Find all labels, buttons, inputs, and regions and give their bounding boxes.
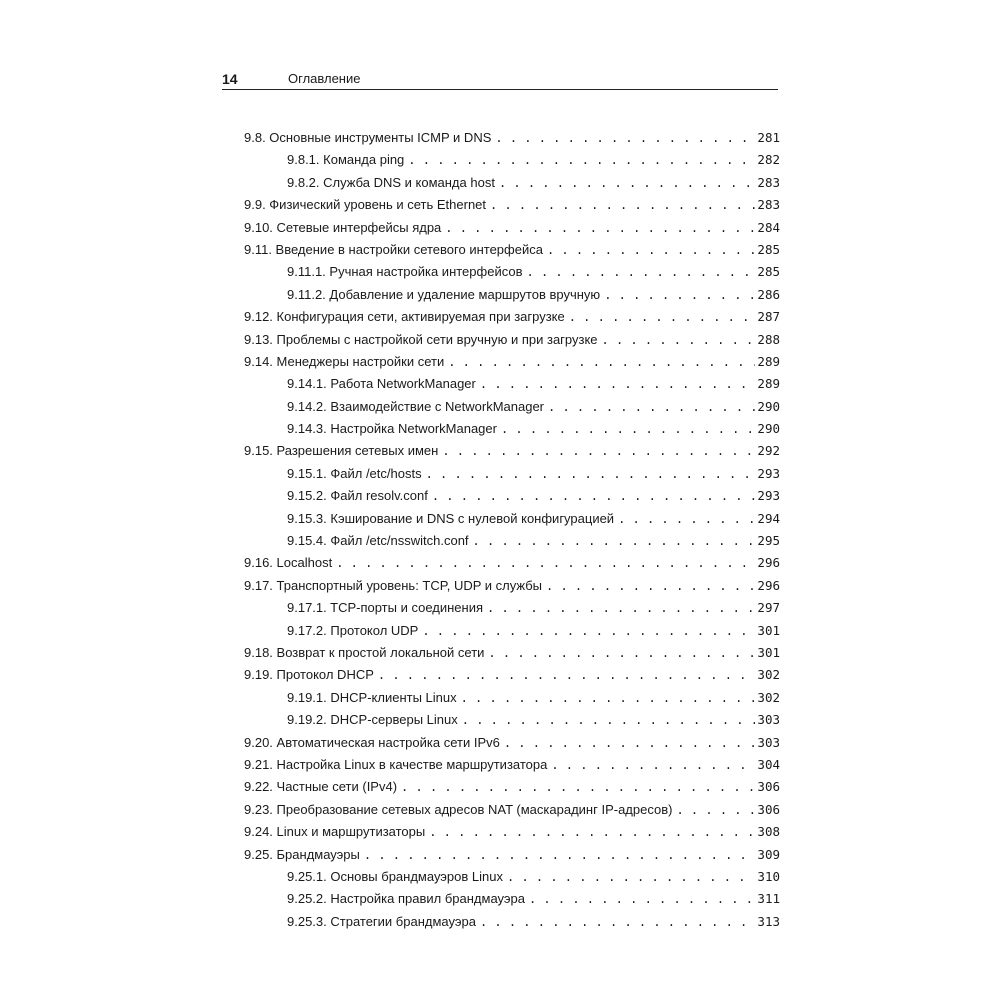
entry-page-number: 284	[757, 219, 780, 235]
entry-title: 9.17.1. TCP-порты и соединения	[287, 600, 484, 616]
dot-leader	[551, 754, 755, 776]
toc-entry	[244, 351, 780, 373]
dot-leader	[529, 888, 755, 910]
toc-subentry	[244, 418, 780, 440]
entry-page-number: 301	[757, 622, 780, 638]
toc-subentry	[244, 911, 780, 933]
toc-entry	[244, 440, 780, 462]
toc-entry	[244, 799, 780, 821]
dot-leader	[461, 687, 756, 709]
entry-title: 9.25.2. Настройка правил брандмауэра	[287, 891, 525, 907]
toc-subentry	[244, 261, 780, 283]
toc-entry	[244, 732, 780, 754]
entry-title: 9.15.4. Файл /etc/nsswitch.conf	[287, 533, 469, 549]
dot-leader	[429, 821, 755, 843]
dot-leader	[432, 485, 756, 507]
entry-title: 9.8. Основные инструменты ICMP и DNS	[244, 130, 492, 145]
entry-page-number: 283	[757, 174, 780, 190]
entry-page-number: 311	[757, 891, 780, 907]
entry-page-number: 302	[757, 689, 780, 705]
entry-title: 9.16. Localhost	[244, 555, 333, 571]
entry-title: 9.15.2. Файл resolv.conf	[287, 488, 428, 504]
entry-title: 9.20. Автоматическая настройка сети IPv6	[244, 734, 500, 750]
entry-title: 9.19. Протокол DHCP	[244, 667, 374, 683]
entry-title: 9.13. Проблемы с настройкой сети вручную и при загрузке	[244, 331, 598, 347]
entry-title: 9.9. Физический уровень и сеть Ethernet	[244, 197, 487, 213]
toc-subentry	[244, 709, 780, 731]
entry-page-number: 310	[757, 868, 780, 884]
dot-leader	[499, 172, 755, 194]
entry-page-number: 301	[757, 644, 780, 660]
dot-leader	[378, 664, 756, 686]
entry-page-number: 303	[757, 734, 780, 750]
entry-page-number: 313	[757, 913, 780, 929]
dot-leader	[507, 866, 755, 888]
dot-leader	[546, 575, 755, 597]
entry-title: 9.11. Введение в настройки сетевого интерфейса	[244, 241, 543, 257]
entry-page-number: 297	[757, 600, 780, 616]
toc-entry	[244, 552, 780, 574]
page-header	[222, 71, 778, 90]
dot-leader	[490, 194, 755, 216]
entry-title: 9.15. Разрешения сетевых имен	[244, 443, 439, 459]
toc-subentry	[244, 373, 780, 395]
toc-subentry	[244, 284, 780, 306]
toc-subentry	[244, 172, 780, 194]
entry-page-number: 283	[757, 197, 780, 213]
entry-title: 9.25.3. Стратегии брандмауэра	[287, 913, 476, 929]
entry-title: 9.8.2. Служба DNS и команда host	[287, 174, 495, 190]
entry-title: 9.24. Linux и маршрутизаторы	[244, 824, 426, 840]
toc-entry	[244, 239, 780, 261]
entry-page-number: 285	[757, 264, 780, 280]
dot-leader	[618, 508, 755, 530]
dot-leader	[527, 261, 756, 283]
toc-subentry	[244, 508, 780, 530]
entry-page-number: 289	[757, 376, 780, 392]
entry-page-number: 294	[757, 510, 780, 526]
toc-entry	[244, 642, 780, 664]
entry-page-number: 308	[757, 824, 780, 840]
toc-subentry	[244, 463, 780, 485]
entry-title: 9.14.1. Работа NetworkManager	[287, 376, 476, 392]
dot-leader	[445, 217, 755, 239]
entry-title: 9.25. Брандмауэры	[244, 846, 360, 862]
page-number: 14	[222, 71, 238, 87]
dot-leader	[336, 552, 755, 574]
entry-title: 9.17.2. Протокол UDP	[287, 622, 419, 638]
toc-subentry	[244, 485, 780, 507]
toc-entry	[244, 776, 780, 798]
entry-title: 9.8.1. Команда ping	[287, 152, 405, 168]
entry-title: 9.11.1. Ручная настройка интерфейсов	[287, 264, 523, 280]
entry-page-number: 286	[757, 286, 780, 302]
toc-subentry	[244, 888, 780, 910]
dot-leader	[448, 351, 755, 373]
entry-title: 9.18. Возврат к простой локальной сети	[244, 644, 485, 660]
entry-page-number: 282	[757, 152, 780, 168]
dot-leader	[480, 373, 756, 395]
entry-page-number: 306	[757, 801, 780, 817]
entry-page-number: 281	[757, 130, 780, 145]
toc-subentry	[244, 149, 780, 171]
toc-subentry	[244, 687, 780, 709]
dot-leader	[569, 306, 756, 328]
entry-page-number: 296	[757, 577, 780, 593]
dot-leader	[473, 530, 756, 552]
entry-title: 9.22. Частные сети (IPv4)	[244, 779, 398, 795]
dot-leader	[501, 418, 755, 440]
entry-page-number: 295	[757, 533, 780, 549]
toc-entry	[244, 844, 780, 866]
toc-entry	[244, 575, 780, 597]
entry-page-number: 287	[757, 309, 780, 325]
entry-page-number: 293	[757, 465, 780, 481]
toc-entry	[244, 127, 780, 149]
dot-leader	[408, 149, 755, 171]
entry-title: 9.12. Конфигурация сети, активируемая при загрузке	[244, 309, 565, 325]
dot-leader	[487, 597, 755, 619]
entry-page-number: 296	[757, 555, 780, 571]
toc-subentry	[244, 396, 780, 418]
entry-title: 9.23. Преобразование сетевых адресов NAT (маскарадинг IP-адресов)	[244, 801, 673, 817]
entry-title: 9.14. Менеджеры настройки сети	[244, 353, 445, 369]
entry-page-number: 302	[757, 667, 780, 683]
dot-leader	[495, 127, 755, 149]
dot-leader	[488, 642, 755, 664]
entry-page-number: 306	[757, 779, 780, 795]
toc-subentry	[244, 866, 780, 888]
dot-leader	[676, 799, 755, 821]
entry-page-number: 290	[757, 398, 780, 414]
entry-title: 9.25.1. Основы брандмауэров Linux	[287, 868, 503, 884]
dot-leader	[426, 463, 756, 485]
toc-subentry	[244, 530, 780, 552]
toc-entry	[244, 821, 780, 843]
toc-entry	[244, 306, 780, 328]
dot-leader	[547, 239, 755, 261]
toc-subentry	[244, 620, 780, 642]
toc-subentry	[244, 597, 780, 619]
dot-leader	[442, 440, 755, 462]
entry-title: 9.10. Сетевые интерфейсы ядра	[244, 219, 442, 235]
table-of-contents	[244, 127, 780, 933]
entry-title: 9.19.1. DHCP-клиенты Linux	[287, 689, 457, 705]
toc-entry	[244, 217, 780, 239]
entry-page-number: 292	[757, 443, 780, 459]
dot-leader	[604, 284, 755, 306]
entry-title: 9.17. Транспортный уровень: TCP, UDP и службы	[244, 577, 543, 593]
entry-page-number: 289	[757, 353, 780, 369]
entry-title: 9.21. Настройка Linux в качестве маршрутизатора	[244, 756, 548, 772]
running-title: Оглавление	[288, 71, 361, 86]
entry-title: 9.15.1. Файл /etc/hosts	[287, 465, 422, 481]
entry-page-number: 293	[757, 488, 780, 504]
dot-leader	[504, 732, 756, 754]
entry-title: 9.15.3. Кэширование и DNS с нулевой конфигурацией	[287, 510, 615, 526]
dot-leader	[364, 844, 756, 866]
dot-leader	[480, 911, 755, 933]
entry-page-number: 290	[757, 421, 780, 437]
dot-leader	[422, 620, 755, 642]
entry-title: 9.11.2. Добавление и удаление маршрутов вручную	[287, 286, 601, 302]
toc-entry	[244, 194, 780, 216]
entry-page-number: 288	[757, 331, 780, 347]
entry-page-number: 304	[757, 756, 780, 772]
entry-title: 9.14.2. Взаимодействие с NetworkManager	[287, 398, 545, 414]
entry-page-number: 303	[757, 712, 780, 728]
dot-leader	[548, 396, 755, 418]
toc-entry	[244, 754, 780, 776]
entry-page-number: 309	[757, 846, 780, 862]
dot-leader	[401, 776, 755, 798]
entry-title: 9.19.2. DHCP-серверы Linux	[287, 712, 458, 728]
entry-title: 9.14.3. Настройка NetworkManager	[287, 421, 497, 437]
toc-entry	[244, 664, 780, 686]
toc-entry	[244, 329, 780, 351]
entry-page-number: 285	[757, 241, 780, 257]
dot-leader	[462, 709, 756, 731]
dot-leader	[602, 329, 756, 351]
